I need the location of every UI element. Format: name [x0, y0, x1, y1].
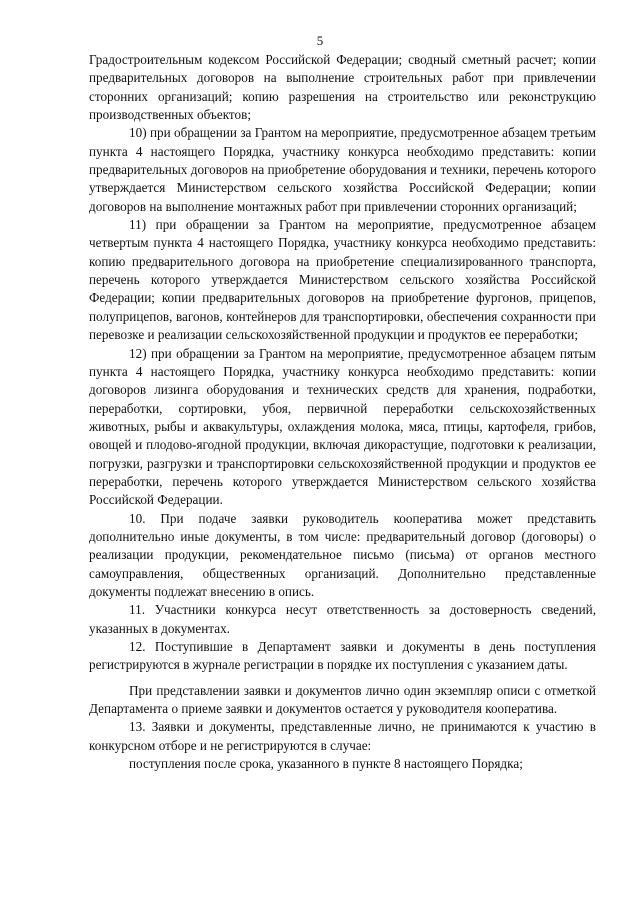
paragraph-late-submission: поступления после срока, указанного в пункте 8 настоящего Порядка; [129, 756, 523, 772]
paragraph-section-11: 11. Участники конкурса несут ответственность за достоверность сведений, указанных в документах. [89, 602, 596, 636]
paragraph-personal-submission: При представлении заявки и документов лично один экземпляр описи с отметкой Департамента о приеме заявки и документов остается у руководителя кооператива. [89, 682, 596, 717]
paragraph-section-12: 12. Поступившие в Департамент заявки и документы в день поступления регистрируются в журнале регистрации в порядке их поступления с указанием даты. [89, 639, 596, 673]
paragraph-section-13: 13. Заявки и документы, представленные лично, не принимаются к участию в конкурсном отборе и не регистрируются в случае: [89, 719, 596, 753]
paragraph-item-12: 12) при обращении за Грантом на мероприятие, предусмотренное абзацем пятым пункта 4 настоящего Порядка, участнику конкурса необходимо представить: копии договоров лизинга оборудования и технических средств для хранения, подработки, переработки, сортировки, убоя, первичной переработки сельскохозяйственных животных, рыбы и аквакультуры, охлаждения молока, мяса, птицы, картофеля, грибов, овощей и плодово-ягодной продукции, включая дикорастущие, подготовки к реализации, погрузки, разгрузки и транспортировки сельскохозяйственной продукции и продуктов ее переработки, перечень которого утверждается Министерством сельского хозяйства Российской Федерации. [89, 345, 596, 508]
page-number: 5 [316, 33, 324, 48]
paragraph-item-10: 10) при обращении за Грантом на мероприятие, предусмотренное абзацем третьим пункта 4 настоящего Порядка, участнику конкурса необходимо представить: копии предварительных договоров на приобретение оборудования и техники, перечень которого утверждается Министерством сельского хозяйства Российской Федерации; копии договоров на выполнение монтажных работ при привлечении сторонних организаций; [89, 125, 596, 214]
document-body [89, 51, 596, 773]
paragraph-item-11: 11) при обращении за Грантом на мероприятие, предусмотренное абзацем четвертым пункта 4 настоящего Порядка, участнику конкурса необходимо представить: копию предварительного договора на приобретение специализированного транспорта, перечень которого утверждается Министерством сельского хозяйства Российской Федерации; копии предварительных договоров на приобретение фургонов, прицепов, полуприцепов, вагонов, контейнеров для транспортировки, обеспечения сохранности при перевозке и реализации сельскохозяйственной продукции и продуктов ее переработки; [89, 217, 596, 343]
paragraph-section-10: 10. При подаче заявки руководитель кооператива может представить дополнительно иные документы, в том числе: предварительный договор (договоры) о реализации продукции, рекомендательное письмо (письма) от органов местного самоуправления, общественных организаций. Дополнительно представленные документы подлежат внесению в опись. [89, 510, 596, 599]
paragraph-continuation: Градостроительным кодексом Российской Федерации; сводный сметный расчет; копии предварительных договоров на выполнение строительных работ при привлечении сторонних организаций; копию разрешения на строительство или реконструкцию производственных объектов; [89, 52, 596, 123]
